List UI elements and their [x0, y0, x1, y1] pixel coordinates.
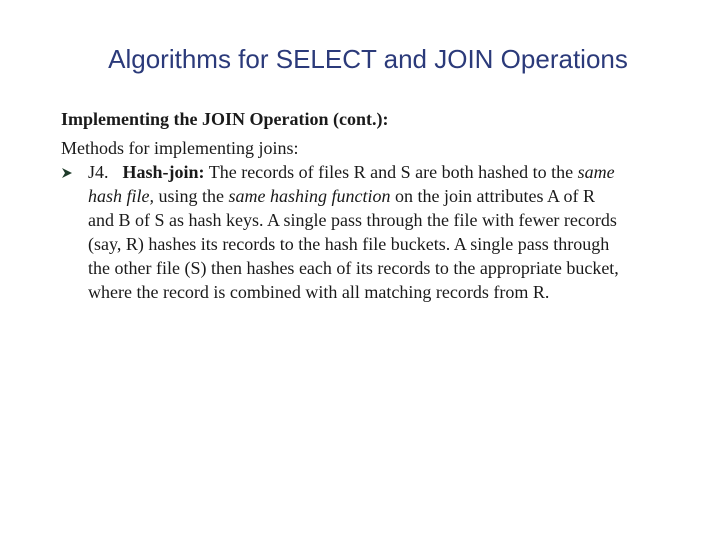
bullet-line-3: and B of S as hash keys. A single pass through the file with fewer records: [88, 210, 617, 230]
bullet-line-1: [88, 160, 681, 184]
section-heading: Implementing the JOIN Operation (cont.):: [61, 109, 389, 129]
slide-title: Algorithms for SELECT and JOIN Operations: [108, 44, 628, 74]
intro-text: Methods for implementing joins:: [61, 138, 299, 158]
bullet-text-1a: The records of files R and S are both hashed to the: [208, 162, 574, 182]
bullet-text-1b: same: [577, 162, 615, 182]
bullet-text: [88, 160, 681, 304]
bullet-number: J4.: [88, 162, 109, 182]
bullet-term: Hash-join:: [122, 162, 205, 182]
bullet-line-4: (say, R) hashes its records to the hash file buckets. A single pass through: [88, 234, 610, 254]
arrowhead-bullet-icon: [61, 160, 75, 184]
bullet-text-2c: same hashing function: [228, 186, 391, 206]
bullet-text-2a: hash file,: [88, 186, 154, 206]
bullet-line-5: the other file (S) then hashes each of its records to the appropriate bucket,: [88, 258, 619, 278]
slide-content: [61, 107, 691, 304]
bullet-text-2b: using the: [158, 186, 224, 206]
bullet-item-j4: [61, 160, 681, 304]
bullet-line-6: where the record is combined with all matching records from R.: [88, 282, 550, 302]
bullet-line-2: [88, 184, 681, 208]
bullet-text-2d: on the join attributes A of R: [395, 186, 595, 206]
